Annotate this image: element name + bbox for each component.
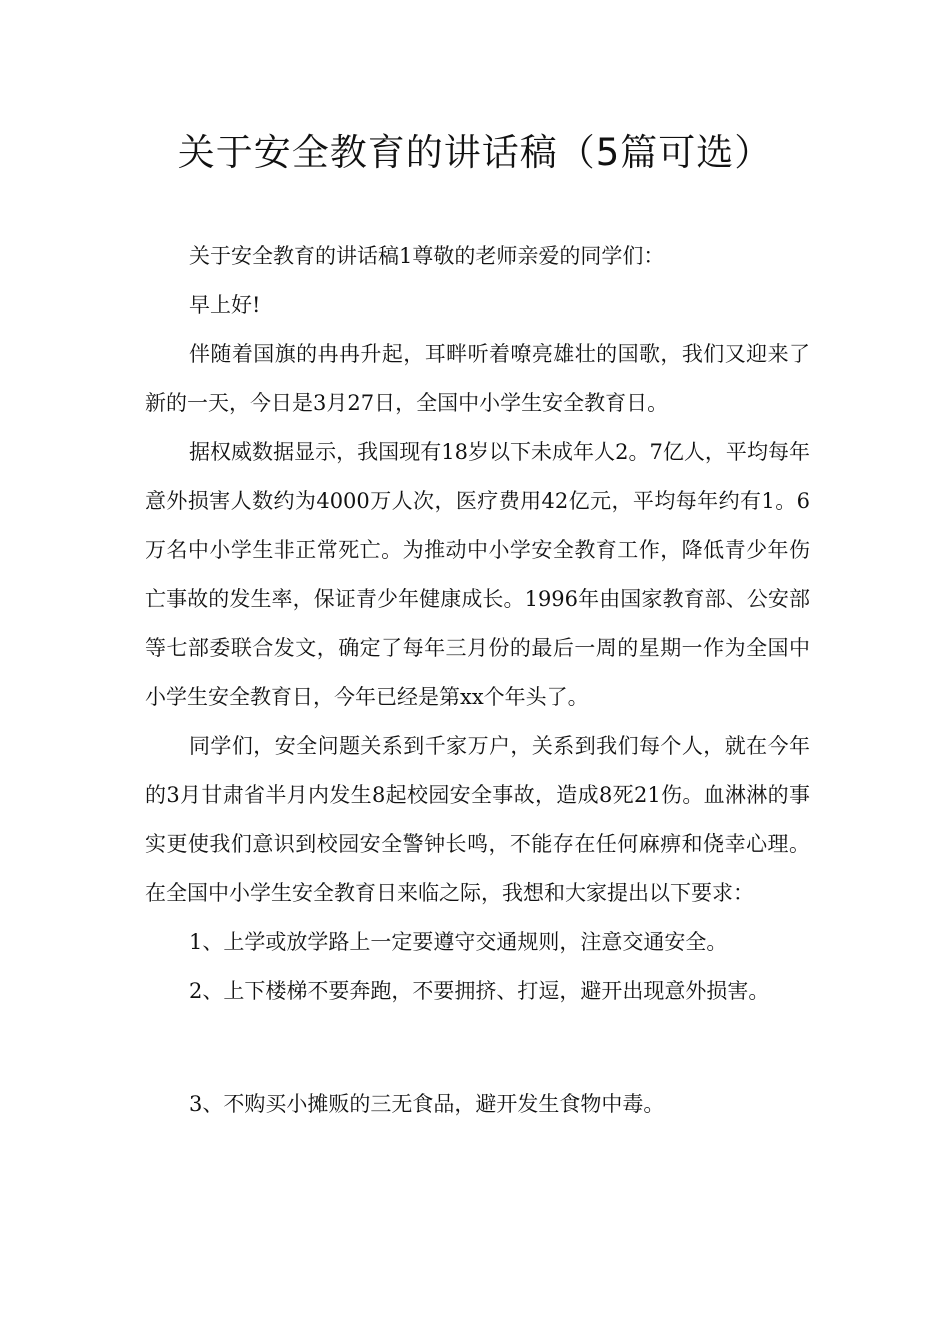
document-title: 关于安全教育的讲话稿（5篇可选） [177, 131, 773, 174]
paragraph-greeting: 早上好! [189, 293, 261, 317]
paragraph-safety-issue: 同学们，安全问题关系到千家万户，关系到我们每个人，就在今年的3月甘肃省半月内发生8起校园安全事故，造成8死21伤。血淋淋的事实更使我们意识到校园安全警钟长鸣，不能存在任何麻痹和侥幸心理。在全国中小学生安全教育日来临之际，我想和大家提出以下要求： [145, 734, 810, 905]
paragraph-flag-ceremony: 伴随着国旗的冉冉升起，耳畔听着嘹亮雄壮的国歌，我们又迎来了新的一天，今日是3月27日，全国中小学生安全教育日。 [145, 342, 810, 415]
requirement-item-3: 3、不购买小摊贩的三无食品，避开发生食物中毒。 [189, 1092, 665, 1116]
requirement-item-1: 1、上学或放学路上一定要遵守交通规则，注意交通安全。 [189, 930, 728, 954]
document-body [145, 232, 810, 1129]
requirement-item-2: 2、上下楼梯不要奔跑，不要拥挤、打逗，避开出现意外损害。 [189, 979, 770, 1003]
section-gap [145, 1016, 810, 1080]
paragraph-salutation: 关于安全教育的讲话稿1尊敬的老师亲爱的同学们： [189, 244, 665, 268]
paragraph-statistics: 据权威数据显示，我国现有18岁以下未成年人2。7亿人，平均每年意外损害人数约为4000万人次，医疗费用42亿元，平均每年约有1。6万名中小学生非正常死亡。为推动中小学安全教育工作，降低青少年伤亡事故的发生率，保证青少年健康成长。1996年由国家教育部、公安部等七部委联合发文，确定了每年三月份的最后一周的星期一作为全国中小学生安全教育日，今年已经是第xx个年头了。 [145, 440, 810, 709]
